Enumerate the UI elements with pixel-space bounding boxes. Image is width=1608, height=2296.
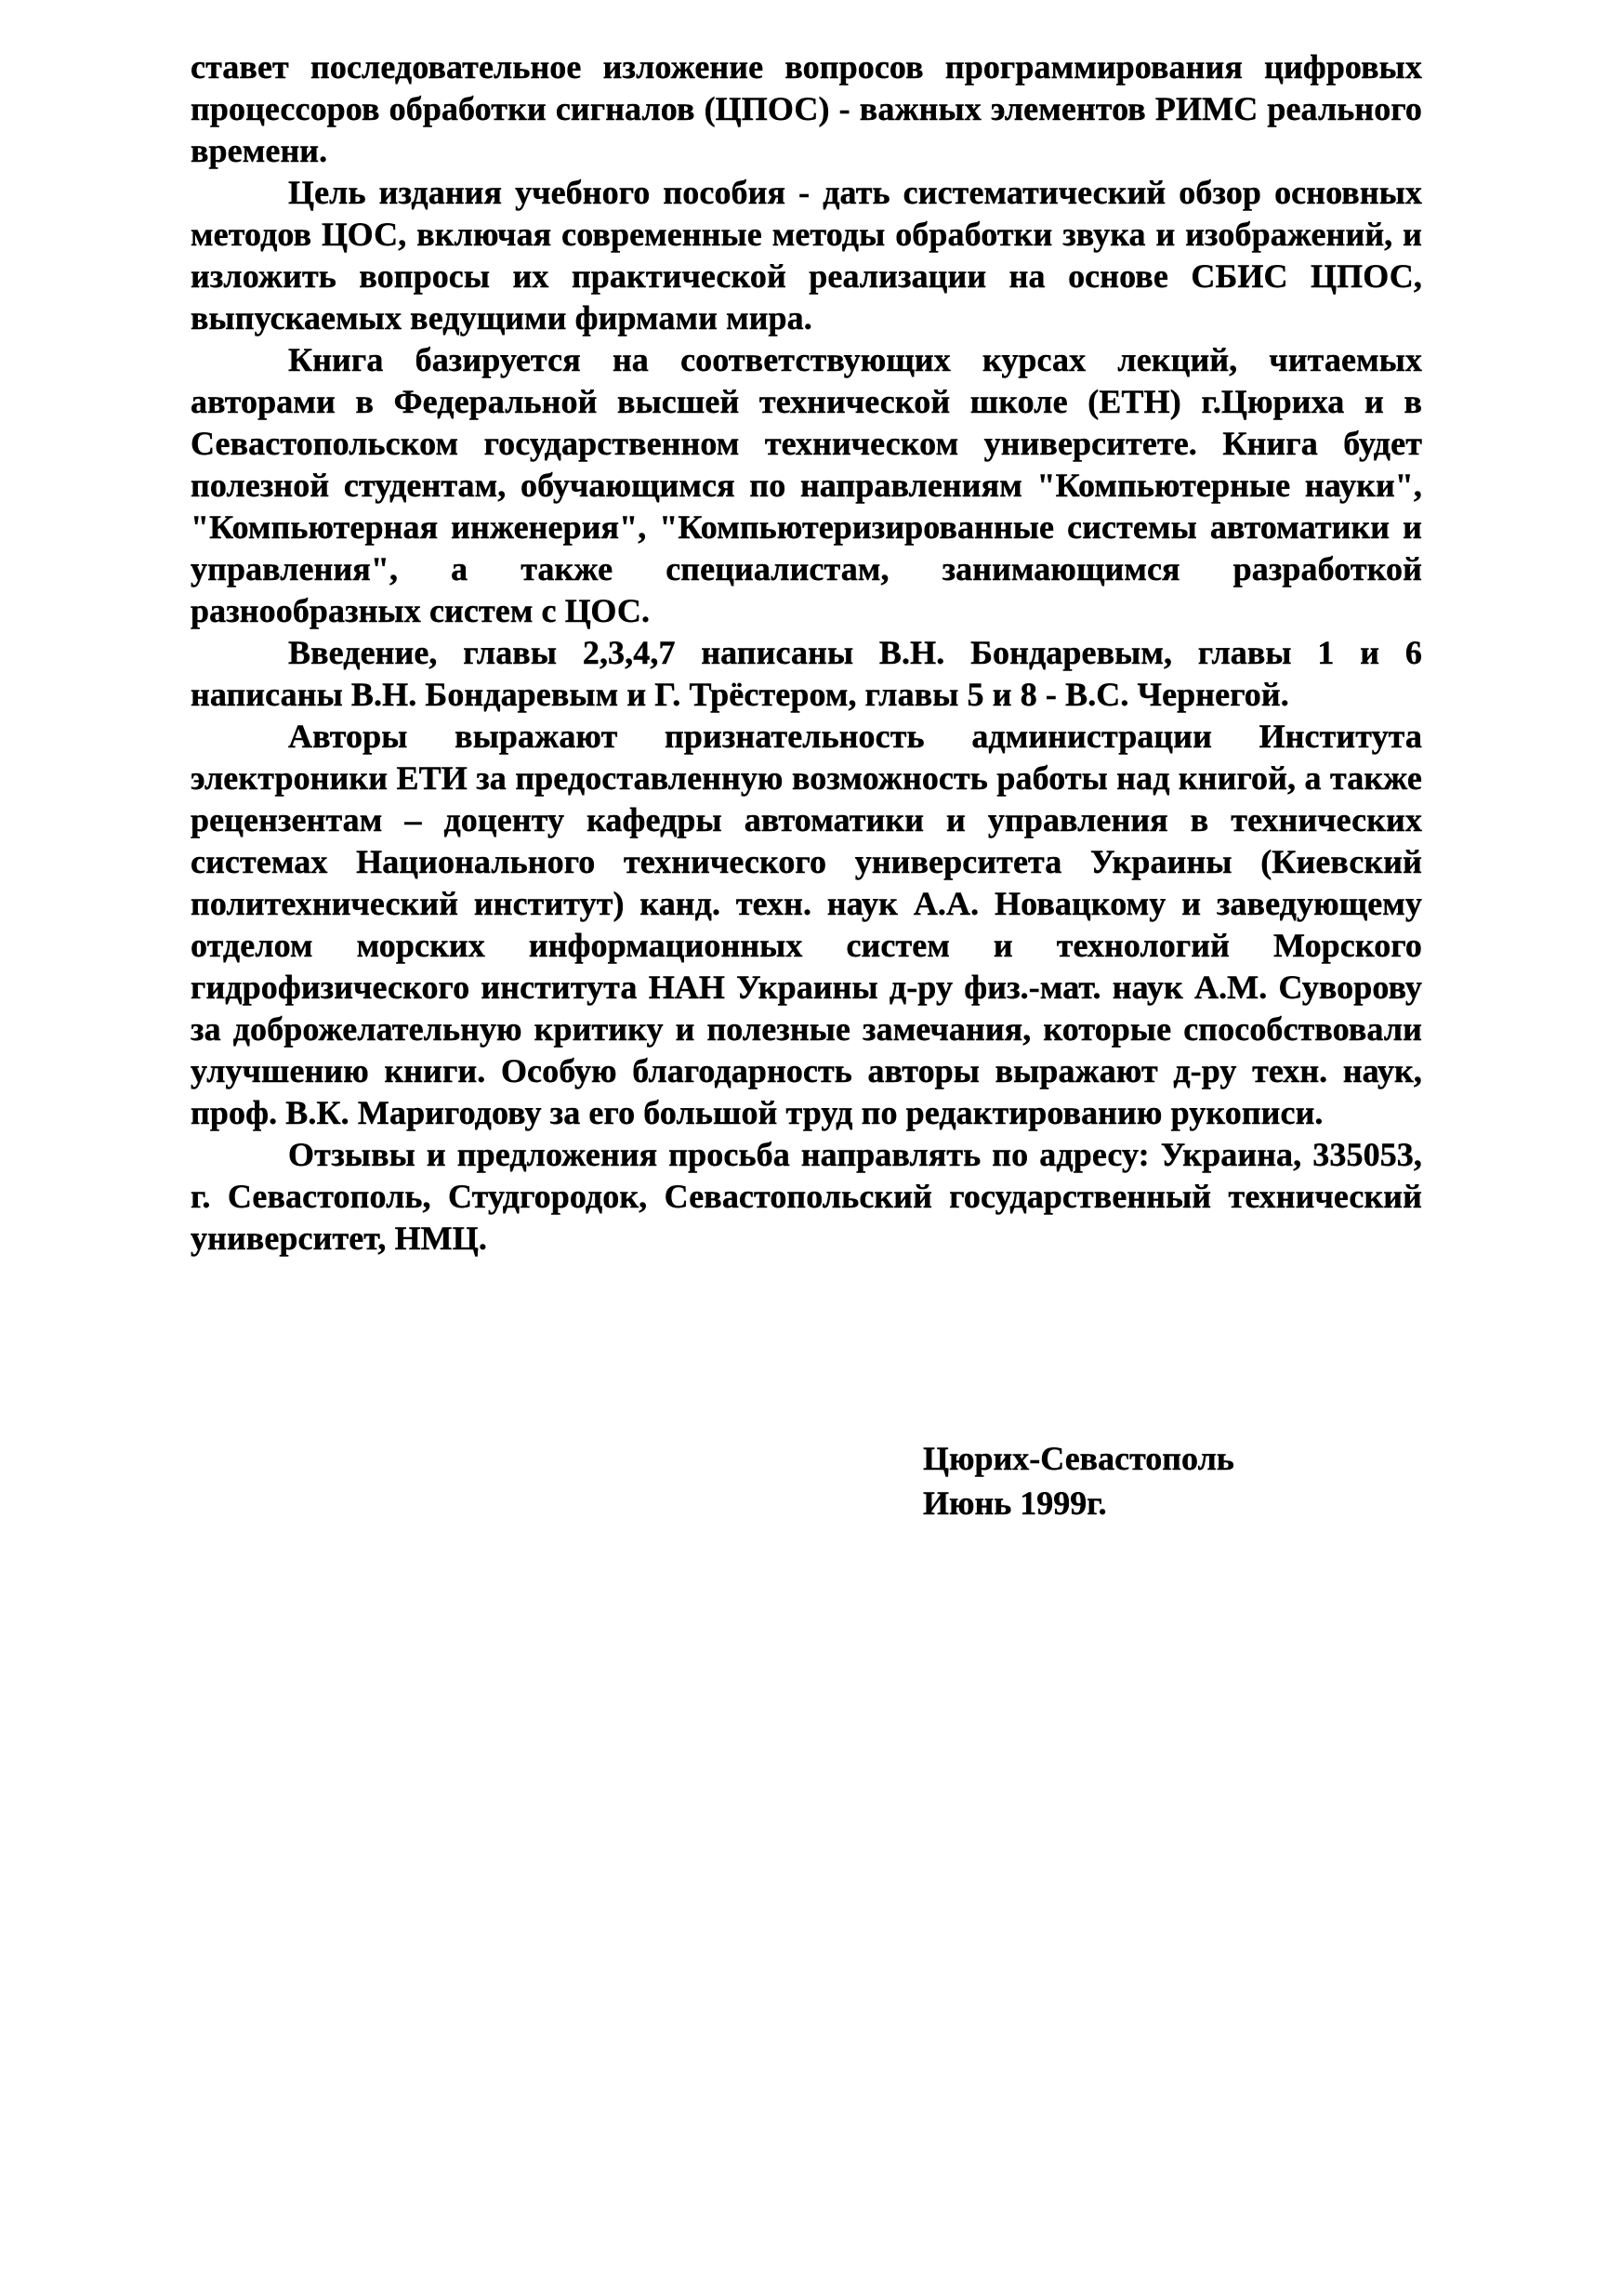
paragraph-6: Отзывы и предложения просьба направлять по адресу: Украина, 335053, г. Севастополь, Студгородок, Севастопольский государственный технический университет, НМЦ. bbox=[191, 1136, 1422, 1257]
signature-place: Цюрих-Севастополь bbox=[923, 1440, 1234, 1477]
paragraph-1: ставет последовательное изложение вопросов программирования цифровых процессоров обработки сигналов (ЦПОС) - важных элементов РИМС реального времени. bbox=[191, 48, 1422, 169]
paragraph-5: Авторы выражают признательность администрации Института электроники ЕТИ за предоставленную возможность работы над книгой, а также рецензентам – доценту кафедры автоматики и управления в технических системах Национального технического университета Украины (Киевский политехнический институт) канд. техн. наук А.А. Новацкому и заведующему отделом морских информационных систем и технологий Морского гидрофизического института НАН Украины д-ру физ.-мат. наук А.М. Суворову за доброжелательную критику и полезные замечания, которые способствовали улучшению книги. Особую благодарность авторы выражают д-ру техн. наук, проф. В.К. Маригодову за его большой труд по редактированию рукописи. bbox=[191, 718, 1422, 1131]
body-text bbox=[191, 46, 1422, 1260]
signature-block bbox=[923, 1436, 1234, 1525]
paragraph-4: Введение, главы 2,3,4,7 написаны В.Н. Бондаревым, главы 1 и 6 написаны В.Н. Бондаревым и Г. Трёстером, главы 5 и 8 - В.С. Чернегой. bbox=[191, 634, 1422, 713]
paragraph-3: Книга базируется на соответствующих курсах лекций, читаемых авторами в Федеральной высшей технической школе (ETH) г.Цюриха и в Севастопольском государственном техническом университете. Книга будет полезной студентам, обучающимся по направлениям "Компьютерные науки", "Компьютерная инженерия", "Компьютеризированные системы автоматики и управления", а также специалистам, занимающимся разработкой разнообразных систем с ЦОС. bbox=[191, 341, 1422, 629]
signature-date: Июнь 1999г. bbox=[923, 1484, 1107, 1522]
paragraph-2: Цель издания учебного пособия - дать систематический обзор основных методов ЦОС, включая современные методы обработки звука и изображений, и изложить вопросы их практической реализации на основе СБИС ЦПОС, выпускаемых ведущими фирмами мира. bbox=[191, 174, 1422, 336]
